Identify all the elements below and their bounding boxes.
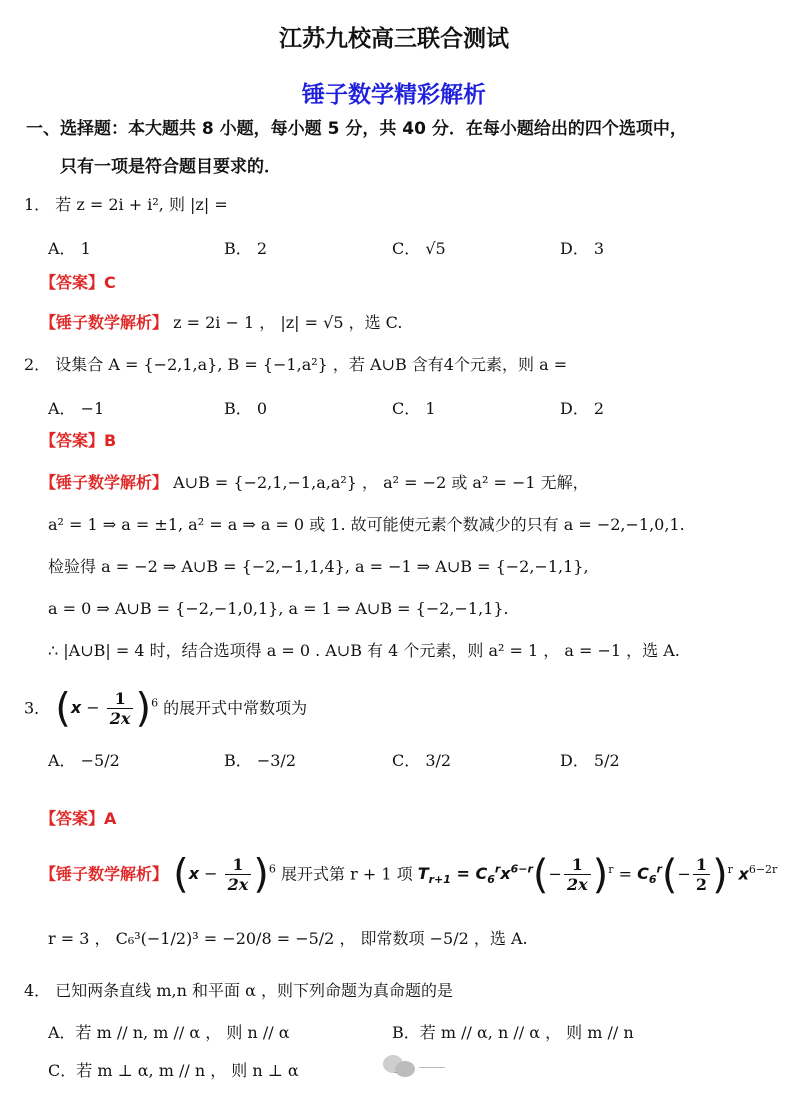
q1-option-d: D． 3	[560, 239, 605, 258]
analysis-label: 【锤子数学解析】	[40, 473, 169, 492]
answer-label: 【答案】	[40, 809, 105, 828]
analysis-line: 检验得 a = −2 ⇒ A∪B = {−2,−1,1,4}, a = −1 ⇒ A∪B = {−2,−1,1},	[48, 557, 589, 576]
answer-value: B	[104, 431, 117, 450]
analysis-text: z = 2i − 1 ， |z| = √5 ，选 C.	[173, 313, 403, 332]
binomial-expression: (x − $\frac{1}{2x}$ )$^6$	[173, 851, 276, 898]
question-stem: 设集合 A = {−2,1,a}, B = {−1,a²} ，若 A∪B 含有4个元素，则 a =	[55, 355, 568, 374]
q3-option-b: B． −3/2	[224, 751, 297, 770]
answer-label: 【答案】	[40, 273, 105, 292]
q1-analysis	[40, 312, 402, 334]
q2-option-a: A． −1	[48, 399, 105, 418]
q2-analysis	[40, 472, 589, 494]
q1-option-b: B． 2	[224, 239, 268, 258]
question-number: 3．	[24, 698, 51, 718]
q4-option-c: C．若 m ⊥ α, m // n ， 则 n ⊥ α	[48, 1061, 299, 1080]
q3-answer	[40, 808, 116, 830]
page-subtitle: 锤子数学精彩解析	[302, 82, 486, 108]
analysis-text: 展开式第 r + 1 项	[281, 864, 413, 884]
analysis-label: 【锤子数学解析】	[40, 313, 169, 332]
analysis-line: r = 3 ， C₆³(−1/2)³ = −20/8 = −5/2 ， 即常数项 −5/2 ，选 A.	[48, 929, 528, 948]
answer-label: 【答案】	[40, 431, 105, 450]
q1-answer	[40, 272, 116, 294]
analysis-line: A∪B = {−2,1,−1,a,a²} ， a² = −2 或 a² = −1 无解，	[173, 473, 589, 492]
section-heading-cont: 只有一项是符合题目要求的．	[60, 157, 281, 177]
q1-option-a: A． 1	[48, 239, 91, 258]
q3-analysis: 【锤子数学解析】 (x − $\frac{1}{2x}$ )$^6$ 展开式第 r + 1 项 $T_{r+1} = C_6^rx^{6-r}(-$ $\frac{1}{2x}$ )$^r = C_6^r(-$ $\frac{1}{2}$ )$^r$ $x^{6-2r}$	[40, 851, 778, 898]
q3-option-d: D． 5/2	[560, 751, 620, 770]
question-number: 1．	[24, 195, 51, 214]
page-title: 江苏九校高三联合测试	[279, 26, 509, 52]
question-stem: 若 z = 2i + i², 则 |z| =	[55, 195, 228, 214]
q2-answer	[40, 430, 116, 452]
question-1	[24, 194, 228, 216]
general-term: $T_{r+1} = C_6^rx^{6-r}$	[417, 863, 533, 887]
q3-option-c: C． 3/2	[392, 751, 452, 770]
q2-option-b: B． 0	[224, 399, 268, 418]
question-number: 2．	[24, 355, 51, 374]
answer-value: A	[104, 809, 117, 828]
analysis-line: a = 0 ⇒ A∪B = {−2,−1,0,1}, a = 1 ⇒ A∪B = {−2,−1,1}.	[48, 599, 509, 618]
wechat-icon	[383, 1053, 447, 1079]
analysis-line: a² = 1 ⇒ a = ±1, a² = a ⇒ a = 0 或 1. 故可能使元素个数减少的只有 a = −2,−1,0,1.	[48, 515, 685, 534]
q4-option-a: A．若 m // n, m // α ， 则 n // α	[48, 1023, 290, 1042]
answer-value: C	[104, 273, 116, 292]
q2-option-d: D． 2	[560, 399, 605, 418]
analysis-label: 【锤子数学解析】	[40, 864, 169, 884]
q2-option-c: C． 1	[392, 399, 436, 418]
q3-option-a: A． −5/2	[48, 751, 120, 770]
question-4	[24, 980, 453, 1002]
binomial-expression: (x − $\frac{1}{2x}$ )$^6$	[55, 685, 159, 732]
question-number: 4．	[24, 981, 51, 1000]
section-heading: 一、选择题：本大题共 8 小题，每小题 5 分，共 40 分．在每小题给出的四个选项中，	[26, 119, 687, 139]
q1-option-c: C． √5	[392, 239, 446, 258]
question-3	[24, 682, 307, 731]
analysis-line: ∴ |A∪B| = 4 时，结合选项得 a = 0 . A∪B 有 4 个元素，则 a² = 1 ， a = −1 ，选 A.	[48, 641, 680, 660]
question-stem: 已知两条直线 m,n 和平面 α ，则下列命题为真命题的是	[55, 981, 453, 1000]
question-2	[24, 354, 567, 376]
question-stem: 的展开式中常数项为	[163, 698, 308, 718]
q4-option-b: B．若 m // α, n // α ， 则 m // n	[392, 1023, 634, 1042]
